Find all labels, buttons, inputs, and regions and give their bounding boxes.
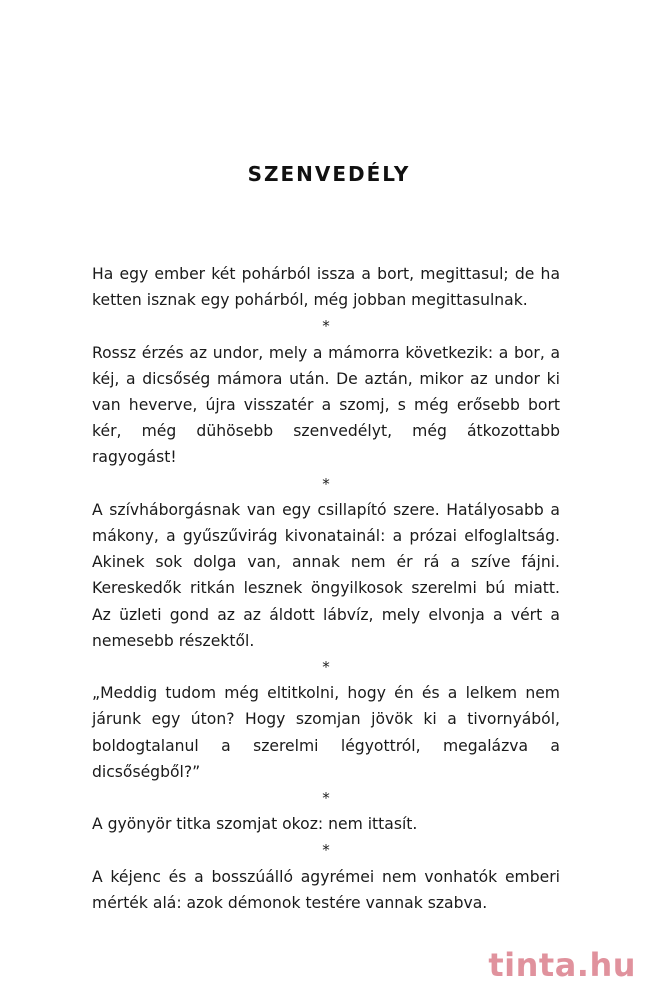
separator-5: * — [322, 841, 330, 860]
paragraph-5: A gyönyör titka szomjat okoz: nem ittasít. — [92, 815, 418, 834]
separator-1: * — [322, 317, 330, 336]
paragraph-1: Ha egy ember két pohárból issza a bort, megittasul; de ha ketten isznak egy pohárból, még jobban megittasulnak. — [92, 265, 560, 310]
separator-4: * — [322, 789, 330, 808]
separator-2: * — [322, 474, 330, 493]
paragraph-6: A kéjenc és a bosszúálló agyrémei nem vonhatók emberi mérték alá: azok démonok testére vannak szabva. — [92, 867, 560, 912]
chapter-title: SZENVEDÉLY — [247, 162, 411, 186]
paragraph-4: „Meddig tudom még eltitkolni, hogy én és a lelkem nem járunk egy úton? Hogy szomjan jövök ki a tivornyából, boldogtalanul a szerelmi légyottról, megalázva a dicsőségből?” — [92, 684, 560, 781]
chapter-body — [92, 261, 560, 916]
separator-3: * — [322, 658, 330, 677]
watermark-logo: tinta.hu — [488, 946, 636, 984]
paragraph-2: Rossz érzés az undor, mely a mámorra következik: a bor, a kéj, a dicsőség mámora után. De aztán, mikor az undor ki van heverve, újra visszatér a szomj, s még erősebb bort kér, még dühösebb szenvedélyt, még átkozottabb ragyogást! — [92, 343, 560, 467]
paragraph-3: A szívháborgásnak van egy csillapító szere. Hatályosabb a mákony, a gyűszűvirág kivonatainál: a prózai elfoglaltság. Akinek sok dolga van, annak nem ér rá a szíve fájni. Kereskedők ritkán lesznek öngyilkosok szerelmi bú miatt. Az üzleti gond az az áldott lábvíz, mely elvonja a vért a nemesebb részektől. — [92, 500, 560, 650]
